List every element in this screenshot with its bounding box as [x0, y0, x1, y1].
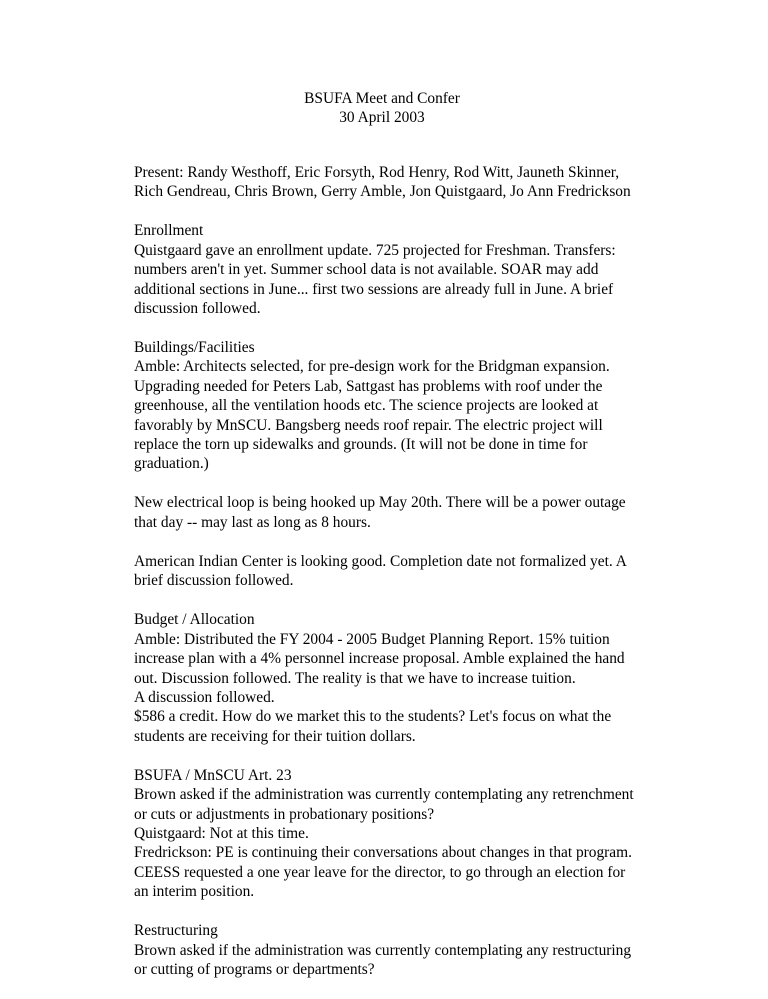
paragraph-line: increase plan with a 4% personnel increase proposal. Amble explained the hand	[134, 650, 625, 668]
paragraph-line: or cutting of programs or departments?	[134, 960, 375, 978]
paragraph-line: greenhouse, all the ventilation hoods etc. The science projects are looked at	[134, 397, 599, 415]
document-date: 30 April 2003	[339, 109, 425, 127]
paragraph-line: additional sections in June... first two sessions are already full in June. A brief	[134, 280, 614, 298]
paragraph-line: Amble: Architects selected, for pre-design work for the Bridgman expansion.	[134, 358, 610, 376]
paragraph-line: Fredrickson: PE is continuing their conversations about changes in that program.	[134, 844, 632, 862]
paragraph-line: A discussion followed.	[134, 688, 275, 706]
section-heading: Budget / Allocation	[134, 611, 255, 629]
document-title: BSUFA Meet and Confer	[304, 90, 460, 107]
buildings-facilities-section	[134, 338, 754, 474]
paragraph-line: out. Discussion followed. The reality is that we have to increase tuition.	[134, 669, 576, 687]
paragraph-line: Present: Randy Westhoff, Eric Forsyth, Rod Henry, Rod Witt, Jauneth Skinner,	[134, 164, 620, 181]
section-heading: Buildings/Facilities	[134, 339, 255, 357]
electrical-loop-paragraph	[134, 493, 754, 532]
section-heading: Enrollment	[134, 222, 204, 240]
attendees-paragraph	[134, 163, 754, 202]
american-indian-center-paragraph	[134, 552, 754, 591]
paragraph-line: New electrical loop is being hooked up May 20th. There will be a power outage	[134, 494, 626, 512]
paragraph-line: brief discussion followed.	[134, 572, 294, 590]
paragraph-line: Brown asked if the administration was currently contemplating any retrenchment	[134, 786, 634, 804]
paragraph-line: Quistgaard: Not at this time.	[134, 824, 309, 842]
enrollment-section	[134, 221, 754, 318]
paragraph-line: or cuts or adjustments in probationary positions?	[134, 805, 435, 823]
paragraph-line: numbers aren't in yet. Summer school data is not available. SOAR may add	[134, 261, 599, 279]
document-body	[134, 163, 754, 999]
paragraph-line: Rich Gendreau, Chris Brown, Gerry Amble, Jon Quistgaard, Jo Ann Fredrickson	[134, 183, 631, 201]
paragraph-line: Amble: Distributed the FY 2004 - 2005 Budget Planning Report. 15% tuition	[134, 630, 610, 648]
paragraph-line: Upgrading needed for Peters Lab, Sattgast has problems with roof under the	[134, 377, 603, 395]
paragraph-line: $586 a credit. How do we market this to the students? Let's focus on what the	[134, 708, 612, 726]
paragraph-line: discussion followed.	[134, 300, 261, 318]
paragraph-line: American Indian Center is looking good. Completion date not formalized yet. A	[134, 552, 627, 570]
paragraph-line: Quistgaard gave an enrollment update. 725 projected for Freshman. Transfers:	[134, 241, 616, 259]
bsufa-mnscu-art23-section	[134, 766, 754, 902]
paragraph-line: replace the torn up sidewalks and grounds. (It will not be done in time for	[134, 436, 588, 454]
paragraph-line: an interim position.	[134, 883, 255, 901]
paragraph-line: graduation.)	[134, 455, 209, 473]
paragraph-line: students are receiving for their tuition dollars.	[134, 727, 416, 745]
section-heading: Restructuring	[134, 922, 218, 940]
paragraph-line: CEESS requested a one year leave for the director, to go through an election for	[134, 863, 626, 881]
document-header	[134, 89, 630, 128]
paragraph-line: Brown asked if the administration was currently contemplating any restructuring	[134, 941, 632, 959]
paragraph-line: that day -- may last as long as 8 hours.	[134, 513, 371, 531]
restructuring-section	[134, 921, 754, 979]
paragraph-line: favorably by MnSCU. Bangsberg needs roof repair. The electric project will	[134, 416, 603, 434]
budget-allocation-section	[134, 610, 754, 746]
section-heading: BSUFA / MnSCU Art. 23	[134, 766, 292, 784]
